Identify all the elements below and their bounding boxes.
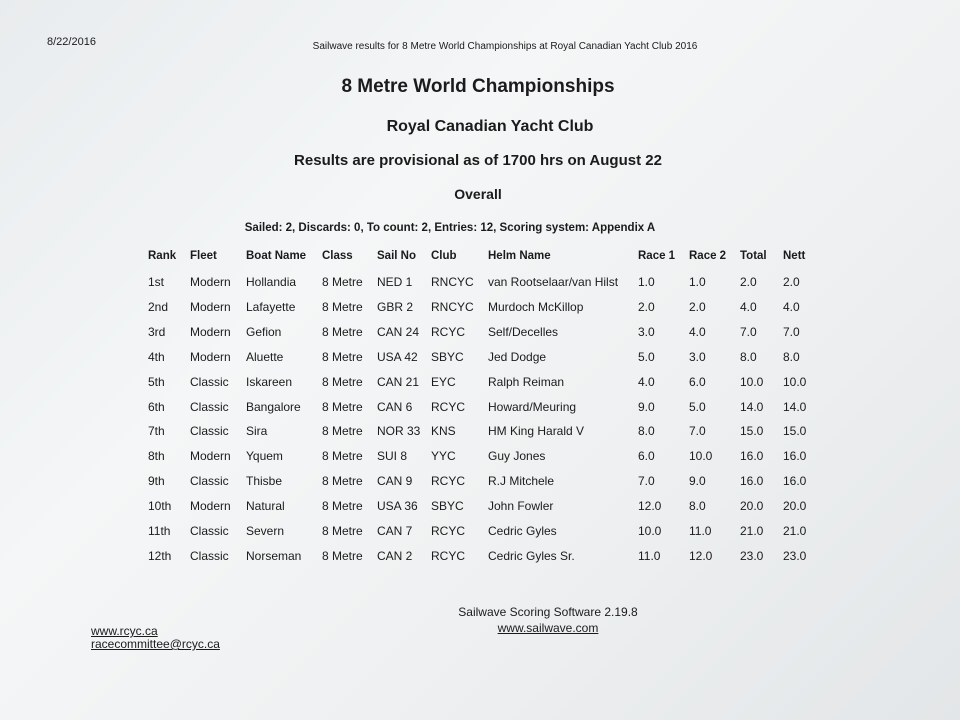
cell-class: 8 Metre — [322, 324, 363, 339]
event-title: 8 Metre World Championships — [341, 76, 615, 97]
cell-race-1: 5.0 — [638, 349, 655, 364]
cell-race-1: 12.0 — [638, 499, 662, 514]
cell-total: 15.0 — [740, 424, 764, 439]
cell-helm-name: Murdoch McKillop — [488, 299, 584, 314]
cell-rank: 1st — [148, 275, 165, 289]
cell-class: 8 Metre — [322, 275, 363, 289]
race-committee-email-link[interactable]: racecommittee@rcyc.ca — [91, 637, 220, 651]
cell-boat-name: Aluette — [246, 349, 284, 364]
cell-sail-no: CAN 24 — [377, 324, 420, 339]
cell-sail-no: USA 36 — [377, 499, 418, 514]
software-link[interactable]: www.sailwave.com — [497, 621, 599, 635]
cell-race-2: 2.0 — [689, 299, 706, 314]
cell-rank: 3rd — [148, 324, 166, 339]
cell-nett: 21.0 — [783, 524, 807, 538]
cell-club: RCYC — [431, 524, 466, 538]
cell-total: 16.0 — [740, 474, 764, 489]
cell-class: 8 Metre — [322, 349, 363, 364]
cell-boat-name: Yquem — [246, 449, 283, 464]
print-date: 8/22/2016 — [47, 36, 96, 48]
cell-nett: 4.0 — [783, 299, 800, 314]
cell-class: 8 Metre — [322, 499, 363, 514]
cell-fleet: Classic — [190, 399, 229, 414]
cell-sail-no: NOR 33 — [377, 424, 421, 439]
cell-helm-name: HM King Harald V — [488, 424, 585, 439]
software-credit: Sailwave Scoring Software 2.19.8 — [458, 605, 638, 619]
cell-rank: 7th — [148, 424, 165, 439]
cell-fleet: Modern — [190, 449, 231, 464]
cell-race-2: 3.0 — [689, 349, 706, 364]
cell-nett: 20.0 — [783, 499, 807, 514]
cell-helm-name: Cedric Gyles Sr. — [488, 548, 575, 563]
cell-club: YYC — [431, 449, 456, 464]
cell-total: 10.0 — [740, 374, 764, 389]
cell-club: SBYC — [431, 499, 464, 514]
header-col-sail-no: Sail No — [377, 250, 416, 262]
page-header-title: Sailwave results for 8 Metre World Championships at Royal Canadian Yacht Club 2016 — [312, 41, 698, 52]
cell-fleet: Classic — [190, 424, 229, 439]
cell-sail-no: USA 42 — [377, 349, 418, 364]
cell-class: 8 Metre — [322, 374, 363, 389]
cell-rank: 8th — [148, 449, 165, 464]
cell-class: 8 Metre — [322, 299, 363, 314]
cell-race-2: 5.0 — [689, 399, 706, 414]
cell-race-1: 1.0 — [638, 275, 655, 289]
cell-class: 8 Metre — [322, 399, 363, 414]
cell-fleet: Modern — [190, 299, 231, 314]
header-col-club: Club — [431, 250, 457, 262]
cell-rank: 11th — [148, 524, 171, 538]
cell-rank: 12th — [148, 548, 172, 563]
cell-fleet: Classic — [190, 524, 229, 538]
cell-total: 16.0 — [740, 449, 764, 464]
header-col-boat-name: Boat Name — [246, 250, 307, 262]
cell-rank: 6th — [148, 399, 165, 414]
cell-race-2: 4.0 — [689, 324, 706, 339]
cell-boat-name: Severn — [246, 524, 285, 538]
club-title: Royal Canadian Yacht Club — [386, 118, 594, 135]
cell-race-1: 10.0 — [638, 524, 662, 538]
cell-club: KNS — [431, 424, 456, 439]
cell-fleet: Classic — [190, 374, 229, 389]
cell-club: RCYC — [431, 548, 466, 563]
cell-nett: 8.0 — [783, 349, 800, 364]
cell-race-1: 2.0 — [638, 299, 655, 314]
cell-club: RCYC — [431, 399, 466, 414]
cell-helm-name: Self/Decelles — [488, 324, 559, 339]
cell-race-2: 11.0 — [689, 524, 712, 538]
cell-helm-name: Cedric Gyles — [488, 524, 557, 538]
cell-helm-name: van Rootselaar/van Hilst — [488, 275, 619, 289]
cell-club: SBYC — [431, 349, 464, 364]
cell-total: 2.0 — [740, 275, 757, 289]
cell-nett: 7.0 — [783, 324, 800, 339]
cell-fleet: Modern — [190, 349, 231, 364]
cell-total: 7.0 — [740, 324, 757, 339]
cell-boat-name: Sira — [246, 424, 268, 439]
header-col-fleet: Fleet — [190, 250, 217, 262]
cell-boat-name: Lafayette — [246, 299, 296, 314]
cell-race-2: 12.0 — [689, 548, 713, 563]
cell-nett: 16.0 — [783, 474, 807, 489]
cell-fleet: Modern — [190, 275, 231, 289]
cell-helm-name: Howard/Meuring — [488, 399, 577, 414]
cell-sail-no: CAN 6 — [377, 399, 413, 414]
cell-rank: 9th — [148, 474, 165, 489]
cell-sail-no: CAN 2 — [377, 548, 413, 563]
cell-boat-name: Bangalore — [246, 399, 301, 414]
cell-total: 4.0 — [740, 299, 757, 314]
header-col-race-2: Race 2 — [689, 250, 727, 262]
cell-race-1: 4.0 — [638, 374, 655, 389]
cell-fleet: Modern — [190, 324, 231, 339]
cell-race-2: 6.0 — [689, 374, 706, 389]
cell-race-2: 10.0 — [689, 449, 713, 464]
cell-rank: 4th — [148, 349, 165, 364]
cell-class: 8 Metre — [322, 474, 363, 489]
cell-helm-name: Guy Jones — [488, 449, 546, 464]
cell-club: RNCYC — [431, 275, 474, 289]
cell-class: 8 Metre — [322, 524, 363, 538]
cell-fleet: Modern — [190, 499, 231, 514]
cell-boat-name: Natural — [246, 499, 285, 514]
cell-race-1: 6.0 — [638, 449, 655, 464]
cell-sail-no: CAN 21 — [377, 374, 420, 389]
cell-nett: 15.0 — [783, 424, 807, 439]
cell-nett: 2.0 — [783, 275, 800, 289]
status-line: Results are provisional as of 1700 hrs on August 22 — [294, 152, 662, 169]
cell-total: 20.0 — [740, 499, 764, 514]
cell-club: EYC — [431, 374, 456, 389]
cell-total: 14.0 — [740, 399, 764, 414]
cell-boat-name: Gefion — [246, 324, 282, 339]
cell-race-2: 7.0 — [689, 424, 706, 439]
cell-fleet: Classic — [190, 474, 229, 489]
cell-nett: 16.0 — [783, 449, 807, 464]
cell-fleet: Classic — [190, 548, 229, 563]
cell-rank: 5th — [148, 374, 165, 389]
cell-race-1: 3.0 — [638, 324, 655, 339]
cell-race-1: 9.0 — [638, 399, 655, 414]
cell-total: 23.0 — [740, 548, 764, 563]
cell-class: 8 Metre — [322, 548, 363, 563]
cell-boat-name: Hollandia — [246, 275, 297, 289]
cell-race-2: 8.0 — [689, 499, 706, 514]
cell-nett: 14.0 — [783, 399, 807, 414]
cell-sail-no: CAN 7 — [377, 524, 413, 538]
cell-class: 8 Metre — [322, 424, 363, 439]
cell-club: RCYC — [431, 324, 466, 339]
cell-race-1: 11.0 — [638, 548, 661, 563]
cell-race-1: 7.0 — [638, 474, 655, 489]
cell-boat-name: Iskareen — [246, 374, 293, 389]
cell-total: 21.0 — [740, 524, 764, 538]
cell-boat-name: Norseman — [246, 548, 302, 563]
cell-race-2: 1.0 — [689, 275, 706, 289]
cell-club: RNCYC — [431, 299, 474, 314]
header-col-race-1: Race 1 — [638, 250, 676, 262]
cell-rank: 10th — [148, 499, 172, 514]
header-col-total: Total — [740, 250, 767, 262]
cell-total: 8.0 — [740, 349, 757, 364]
cell-race-1: 8.0 — [638, 424, 655, 439]
cell-sail-no: NED 1 — [377, 275, 413, 289]
cell-club: RCYC — [431, 474, 466, 489]
cell-sail-no: SUI 8 — [377, 449, 408, 464]
cell-sail-no: CAN 9 — [377, 474, 413, 489]
header-col-rank: Rank — [148, 250, 177, 262]
cell-sail-no: GBR 2 — [377, 299, 414, 314]
header-col-helm-name: Helm Name — [488, 250, 551, 262]
cell-nett: 10.0 — [783, 374, 807, 389]
series-summary: Sailed: 2, Discards: 0, To count: 2, Entries: 12, Scoring system: Appendix A — [244, 222, 656, 234]
header-col-class: Class — [322, 250, 353, 262]
cell-class: 8 Metre — [322, 449, 363, 464]
section-title: Overall — [454, 186, 502, 202]
cell-helm-name: Ralph Reiman — [488, 374, 565, 389]
cell-rank: 2nd — [148, 299, 169, 314]
cell-boat-name: Thisbe — [246, 474, 283, 489]
cell-helm-name: John Fowler — [488, 499, 554, 514]
cell-race-2: 9.0 — [689, 474, 706, 489]
cell-nett: 23.0 — [783, 548, 807, 563]
header-col-nett: Nett — [783, 250, 806, 262]
cell-helm-name: R.J Mitchele — [488, 474, 555, 489]
club-website-link[interactable]: www.rcyc.ca — [91, 624, 158, 638]
cell-helm-name: Jed Dodge — [488, 349, 547, 364]
